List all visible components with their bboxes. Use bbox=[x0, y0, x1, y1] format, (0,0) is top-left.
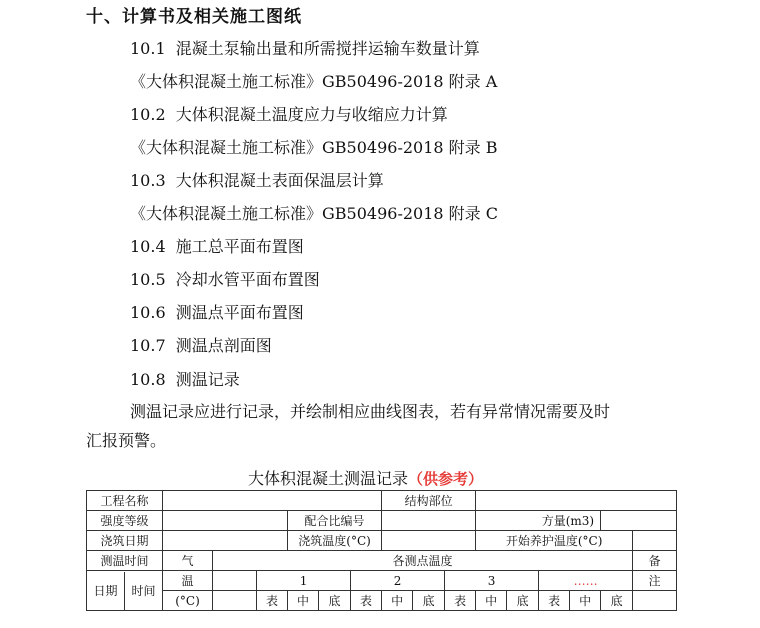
cell-mix-value bbox=[382, 511, 476, 531]
cell-cure-start-value bbox=[633, 531, 677, 551]
cell-volume-label: 方量(m3) bbox=[476, 511, 601, 531]
cell-remark-1: 备 bbox=[633, 551, 677, 571]
cell-mid: 中 bbox=[382, 591, 413, 611]
item-10-2: 10.2 大体积混凝土温度应力与收缩应力计算 bbox=[130, 105, 448, 124]
item-10-4: 10.4 施工总平面布置图 bbox=[130, 237, 304, 256]
cell-project-value bbox=[163, 491, 382, 511]
cell-bot: 底 bbox=[507, 591, 539, 611]
cell-strength-value bbox=[163, 511, 288, 531]
cell-point-more: …… bbox=[539, 571, 633, 591]
cell-mix-label: 配合比编号 bbox=[288, 511, 382, 531]
cell-strength-label: 强度等级 bbox=[87, 511, 163, 531]
table-row bbox=[87, 511, 677, 531]
paragraph-line-2: 汇报预警。 bbox=[86, 431, 167, 450]
paragraph-line-1: 测温记录应进行记录，并绘制相应曲线图表，若有异常情况需要及时 bbox=[130, 402, 611, 421]
cell-structure-label: 结构部位 bbox=[382, 491, 476, 511]
item-10-1: 10.1 混凝土泵输出量和所需搅拌运输车数量计算 bbox=[130, 39, 480, 58]
cell-blank bbox=[213, 571, 257, 591]
section-heading: 十、计算书及相关施工图纸 bbox=[86, 7, 302, 27]
cell-volume-value bbox=[601, 511, 677, 531]
cell-air-1: 气 bbox=[163, 551, 213, 571]
cell-blank-2 bbox=[213, 591, 257, 611]
cell-bot: 底 bbox=[601, 591, 633, 611]
cell-air-unit: (°C) bbox=[163, 591, 213, 611]
table-row bbox=[87, 491, 677, 511]
table-title: 大体积混凝土测温记录（供参考） bbox=[248, 469, 484, 488]
table-row bbox=[87, 531, 677, 551]
cell-measure-time: 测温时间 bbox=[87, 551, 163, 571]
cell-points-temp: 各测点温度 bbox=[213, 551, 633, 571]
cell-date: 日期 bbox=[87, 572, 125, 610]
item-10-3: 10.3 大体积混凝土表面保温层计算 bbox=[130, 171, 384, 190]
cell-bot: 底 bbox=[413, 591, 445, 611]
cell-top: 表 bbox=[539, 591, 570, 611]
table-row bbox=[87, 571, 677, 591]
cell-date-time bbox=[87, 571, 163, 611]
cell-pour-date-label: 浇筑日期 bbox=[87, 531, 163, 551]
cell-remark-3 bbox=[633, 591, 677, 611]
cell-cure-start-label: 开始养护温度(°C) bbox=[476, 531, 633, 551]
cell-pour-temp-label: 浇筑温度(°C) bbox=[288, 531, 382, 551]
item-10-8: 10.8 测温记录 bbox=[130, 370, 240, 389]
cell-point-2: 2 bbox=[351, 571, 445, 591]
cell-top: 表 bbox=[257, 591, 288, 611]
item-10-3-ref: 《大体积混凝土施工标准》GB50496-2018 附录 C bbox=[130, 204, 498, 223]
item-10-1-ref: 《大体积混凝土施工标准》GB50496-2018 附录 A bbox=[130, 72, 498, 91]
cell-pour-date-value bbox=[163, 531, 288, 551]
item-10-6: 10.6 测温点平面布置图 bbox=[130, 303, 304, 322]
cell-bot: 底 bbox=[319, 591, 351, 611]
table-note: （供参考） bbox=[408, 470, 484, 488]
table-row bbox=[87, 591, 677, 611]
table-row bbox=[87, 551, 677, 571]
item-10-2-ref: 《大体积混凝土施工标准》GB50496-2018 附录 B bbox=[130, 138, 498, 157]
cell-pour-temp-value bbox=[382, 531, 476, 551]
cell-mid: 中 bbox=[476, 591, 507, 611]
cell-top: 表 bbox=[351, 591, 382, 611]
cell-time: 时间 bbox=[131, 584, 156, 598]
cell-structure-value bbox=[476, 491, 677, 511]
cell-point-3: 3 bbox=[445, 571, 539, 591]
item-10-5: 10.5 冷却水管平面布置图 bbox=[130, 270, 320, 289]
item-10-7: 10.7 测温点剖面图 bbox=[130, 336, 272, 355]
cell-remark-2: 注 bbox=[633, 571, 677, 591]
cell-top: 表 bbox=[445, 591, 476, 611]
temperature-record-table bbox=[86, 490, 677, 611]
cell-mid: 中 bbox=[570, 591, 601, 611]
cell-project-label: 工程名称 bbox=[87, 491, 163, 511]
cell-air-2: 温 bbox=[163, 571, 213, 591]
cell-point-1: 1 bbox=[257, 571, 351, 591]
cell-mid: 中 bbox=[288, 591, 319, 611]
